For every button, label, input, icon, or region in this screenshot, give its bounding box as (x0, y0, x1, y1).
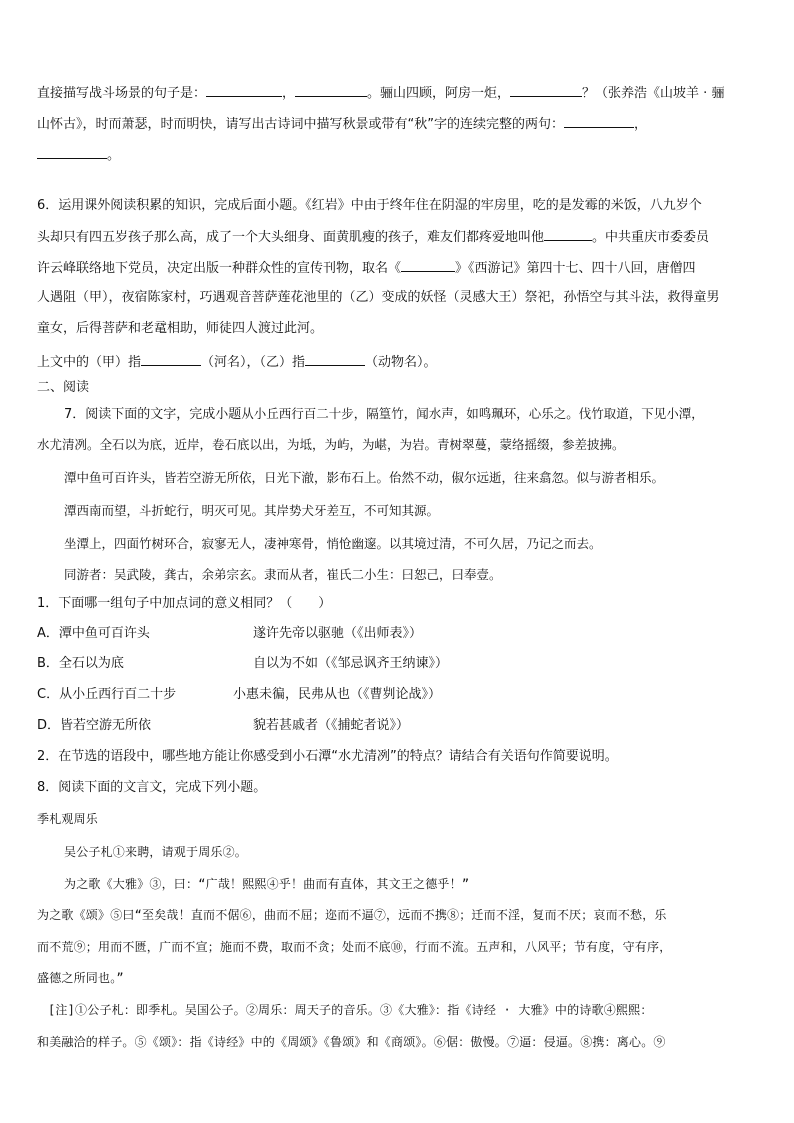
option-label: B．全石以为底 (37, 656, 124, 671)
q5-line-2 (37, 114, 767, 134)
q5-line-1 (37, 83, 767, 103)
q8-line-5: 盛德之所同也。” (37, 971, 124, 985)
answer-blank[interactable] (401, 258, 455, 272)
q6-text: 》《西游记》第四十七、四十八回，唐僧四 (455, 261, 696, 276)
q6-line-5: 童女，后得菩萨和老鼋相助，师徒四人渡过此河。 (37, 321, 324, 336)
answer-blank[interactable] (544, 227, 592, 241)
option-compare: 遂许先帝以驱驰（《出师表》） (253, 626, 423, 641)
sub2-stem: 2．在节选的语段中，哪些地方能让你感受到小石潭“水尤清冽”的特点？请结合有关语句作简要说明。 (37, 749, 618, 764)
q6-line-4: 人遇阻（甲），夜宿陈家村，巧遇观音菩萨莲花池里的（乙）变成的妖怪（灵感大王）祭祀，孙悟空与其斗法，救得童男 (37, 290, 720, 305)
q5-text: 山怀古》，时而萧瑟，时而明快，请写出古诗词中描写秋景或带有“秋”字的连续完整的两句： (37, 117, 564, 132)
q7-line-3: 潭中鱼可百许头，皆若空游无所依，日光下澈，影布石上。佁然不动，俶尔远逝，往来翕忽。似与游者相乐。 (64, 470, 665, 485)
answer-blank[interactable] (141, 352, 201, 366)
q8-line-1: 吴公子札①来聘，请观于周乐②。 (64, 845, 248, 859)
q8-note-2: 和美融洽的样子。⑤《颂》：指《诗经》中的《周颂》《鲁颂》和《商颂》。⑥倨：傲慢。⑦逼：侵逼。⑧携：离心。⑨ (37, 1035, 666, 1049)
q8-title: 季札观周乐 (37, 812, 99, 826)
q6-text: 头却只有四五岁孩子那么高，成了一个大头细身、面黄肌瘦的孩子，难友们都疼爱地叫他 (37, 230, 545, 245)
option-label: D．皆若空游无所依 (37, 718, 152, 733)
q6-text: 。中共重庆市委委员 (592, 230, 710, 245)
q6-text: 许云峰联络地下党员，决定出版一种群众性的宣传刊物，取名《 (37, 261, 402, 276)
q7-line-5: 坐潭上，四面竹树环合，寂寥无人，凄神寒骨，悄怆幽邃。以其境过清，不可久居，乃记之而去。 (64, 536, 602, 551)
answer-blank[interactable] (564, 114, 634, 128)
q5-text: 直接描写战斗场景的句子是： (37, 86, 207, 101)
q8-line-3: 为之歌《颂》⑤曰“至矣哉！直而不倨⑥，曲而不屈；迩而不逼⑦，远而不携⑧；迁而不淫，复而不厌；哀而不愁，乐 (37, 908, 667, 922)
q5-line-3 (37, 145, 767, 165)
q7-line-4: 潭西南而望，斗折蛇行，明灭可见。其岸势犬牙差互，不可知其源。 (64, 503, 440, 518)
option-compare: 自以为不如（《邹忌讽齐王纳谏》） (253, 656, 449, 671)
q6-line-6 (37, 352, 767, 372)
answer-blank[interactable] (510, 83, 582, 97)
q8-stem: 8．阅读下面的文言文，完成下列小题。 (37, 780, 267, 795)
option-d[interactable] (37, 717, 767, 735)
q7-line-6: 同游者：吴武陵，龚古，余弟宗玄。隶而从者，崔氏二小生：曰恕己，曰奉壹。 (64, 567, 502, 582)
q5-text: 。 (107, 148, 121, 163)
q5-text: ， (282, 86, 296, 101)
section-heading: 二、阅读 (37, 380, 90, 395)
q8-line-4: 而不荒⑨；用而不匮，广而不宣；施而不费，取而不贪；处而不底⑩，行而不流。五声和，八风平；节有度，守有序， (37, 940, 672, 954)
q6-text: （河名），（乙）指 (201, 355, 306, 370)
option-compare: 貌若甚戚者（《捕蛇者说》） (253, 718, 410, 733)
option-a[interactable] (37, 625, 767, 643)
q5-text: ， (633, 117, 647, 132)
option-c[interactable] (37, 686, 767, 704)
q7-stem: 7．阅读下面的文字，完成小题 (64, 407, 242, 422)
passage-text: 从小丘西行百二十步，隔篁竹，闻水声，如鸣珮环，心乐之。伐竹取道，下见小潭， (241, 406, 704, 421)
sub1-stem: 1．下面哪一组句子中加点词的意义相同？（ ） (37, 596, 332, 611)
answer-blank[interactable] (37, 145, 107, 159)
q6-line-3 (37, 258, 767, 278)
answer-blank[interactable] (206, 83, 282, 97)
q7-line-2: 水尤清冽。全石以为底，近岸，卷石底以出，为坻，为屿，为嵁，为岩。青树翠蔓，蒙络摇缀，参差披拂。 (37, 437, 625, 452)
q6-text: （动物名）。 (365, 355, 437, 370)
q8-line-2: 为之歌《大雅》③，曰：“广哉！熙熙④乎！曲而有直体，其文王之德乎！” (64, 877, 470, 891)
q6-text: 上文中的（甲）指 (37, 355, 142, 370)
option-label: A．潭中鱼可百许头 (37, 626, 150, 641)
q7-line-1 (64, 405, 764, 424)
q6-line-2 (37, 227, 767, 247)
q5-text: ？（张养浩《山坡羊 · 骊 (582, 86, 725, 101)
option-compare: 小惠未徧，民弗从也（《曹刿论战》） (233, 687, 442, 702)
q5-text: 。骊山四顾，阿房一炬， (367, 86, 511, 101)
option-label: C．从小丘西行百二十步 (37, 687, 177, 702)
option-b[interactable] (37, 655, 767, 673)
answer-blank[interactable] (295, 83, 367, 97)
answer-blank[interactable] (305, 352, 365, 366)
q8-note-1: [注]①公子札：即季札。吴国公子。②周乐：周天子的音乐。③《大雅》：指《诗经 · 大雅》中的诗歌④熙熙： (48, 1003, 653, 1017)
q6-line-1: 6．运用课外阅读积累的知识，完成后面小题。《红岩》中由于终年住在阴湿的牢房里，吃的是发霉的米饭，八九岁个 (37, 198, 702, 213)
